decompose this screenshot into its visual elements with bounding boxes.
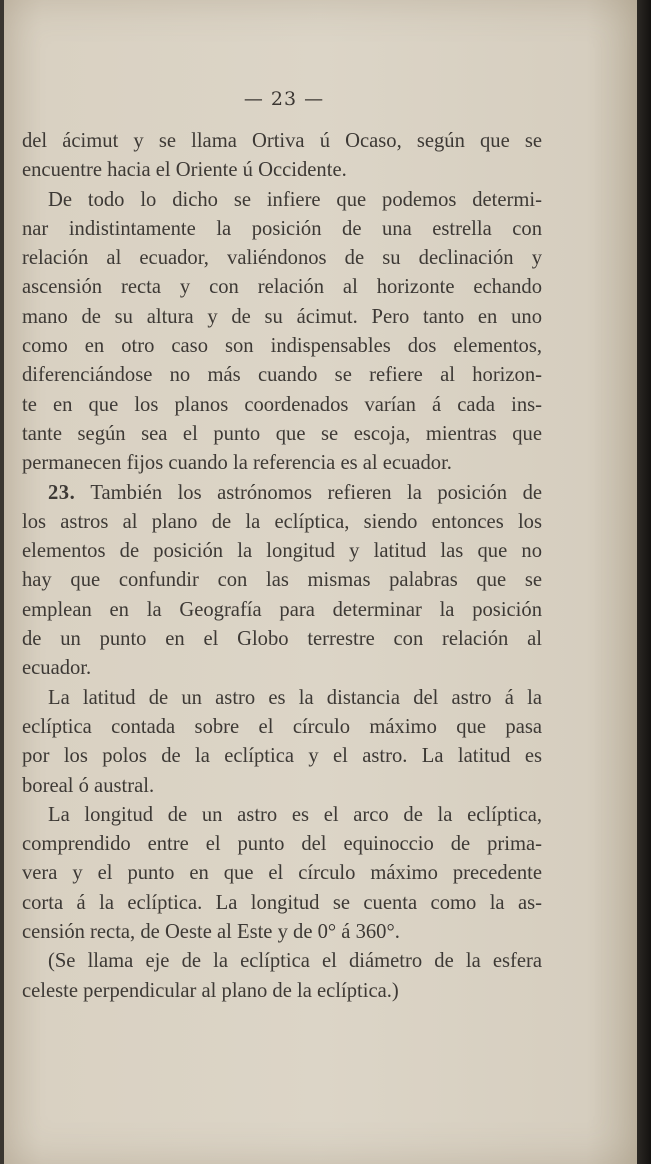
- text-line: [22, 479, 542, 508]
- paragraph: [22, 127, 542, 186]
- body-text: [22, 127, 542, 1006]
- text-line: encuentre hacia el Oriente ú Occidente.: [22, 159, 347, 182]
- text-line: celeste perpendicular al plano de la eclíptica.): [22, 979, 399, 1002]
- book-page: [4, 0, 637, 1164]
- paragraph: [22, 947, 542, 1006]
- text-line: hay que confundir con las mismas palabras que se: [22, 569, 542, 592]
- paragraph: [22, 186, 542, 479]
- text-line: eclíptica contada sobre el círculo máximo que pasa: [22, 715, 542, 738]
- text-line: del ácimut y se llama Ortiva ú Ocaso, según que se: [22, 130, 542, 152]
- text-line: ecuador.: [22, 657, 92, 680]
- text-line: permanecen fijos cuando la referencia es al ecuador.: [22, 452, 452, 475]
- text-line: mano de su altura y de su ácimut. Pero tanto en uno: [22, 305, 542, 328]
- text-line: los astros al plano de la eclíptica, siendo entonces los: [22, 510, 542, 533]
- text-line: censión recta, de Oeste al Este y de 0° á 360°.: [22, 921, 400, 944]
- text-line: vera y el punto en que el círculo máximo precedente: [22, 862, 542, 885]
- text-line: corta á la eclíptica. La longitud se cuenta como la as-: [22, 891, 542, 914]
- paragraph: [22, 801, 542, 947]
- book-edge: [637, 0, 651, 1164]
- text-line: La longitud de un astro es el arco de la eclíptica,: [48, 803, 542, 826]
- text-line: La latitud de un astro es la distancia del astro á la: [48, 686, 542, 709]
- paragraph: [22, 479, 542, 684]
- text-line: como en otro caso son indispensables dos elementos,: [22, 335, 542, 358]
- text-line: tante según sea el punto que se escoja, mientras que: [22, 422, 542, 445]
- page-number: — 23 —: [243, 88, 325, 110]
- text-line: nar indistintamente la posición de una estrella con: [22, 217, 542, 240]
- text-line: comprendido entre el punto del equinoccio de prima-: [22, 833, 542, 856]
- text-line: (Se llama eje de la eclíptica el diámetro de la esfera: [48, 950, 542, 973]
- paragraph: [22, 684, 542, 801]
- text-line: relación al ecuador, valiéndonos de su declinación y: [22, 247, 542, 270]
- text-line: diferenciándose no más cuando se refiere al horizon-: [22, 364, 542, 387]
- text-line: emplean en la Geografía para determinar la posición: [22, 598, 542, 621]
- text-line: ascensión recta y con relación al horizonte echando: [22, 276, 542, 299]
- text-line: por los polos de la eclíptica y el astro. La latitud es: [22, 745, 542, 768]
- text-line: De todo lo dicho se infiere que podemos determi-: [48, 188, 542, 211]
- text-fragment: También los astrónomos refieren la posición de: [90, 481, 543, 504]
- text-line: boreal ó austral.: [22, 774, 155, 797]
- section-number: 23.: [48, 481, 76, 504]
- text-line: de un punto en el Globo terrestre con relación al: [22, 628, 542, 651]
- text-line: elementos de posición la longitud y latitud las que no: [22, 540, 542, 563]
- text-line: te en que los planos coordenados varían á cada ins-: [22, 393, 542, 416]
